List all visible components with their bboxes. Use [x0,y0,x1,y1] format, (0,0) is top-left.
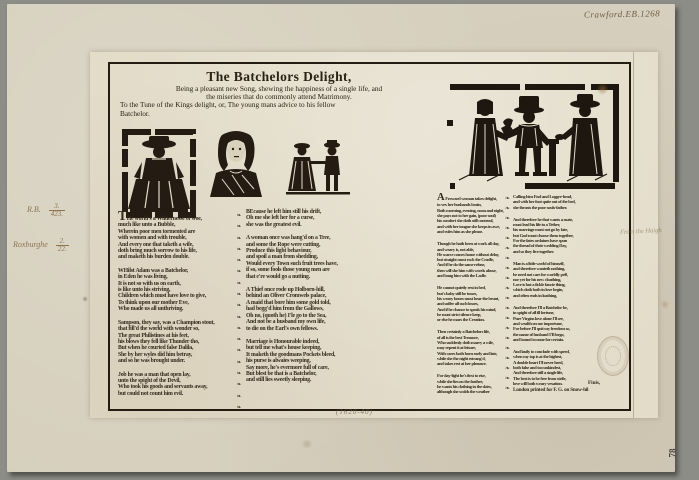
verse-line: his marriage must not go by fate, [513,227,568,233]
stanza [513,305,610,342]
provenance-note: From the Haigh [619,226,662,237]
stanza [246,339,349,384]
verse-line: A maid that bore him some gold told, [246,299,331,306]
woodcut-framed-man-icon [122,129,196,218]
date-annotation: (1620-40) [336,408,373,416]
printer-ornament-icon: ❧ [236,392,242,400]
stanza [513,261,610,298]
verse-line: he wants his clothing in the skies, [437,384,492,390]
verse-line: He scarce comes home without delay, [437,251,500,257]
printer-ornament-icon: ❧ [236,324,242,332]
verse-line: while she lies on the feather, [437,378,483,384]
verse-line: must lead his life in a Tether, [513,222,560,228]
fraction-numerator: 2. [56,238,69,246]
fraction-denominator: 423. [50,210,64,218]
woodcut-three-figures-hawk-icon [447,84,619,191]
stanza [118,372,232,398]
verse-line: much like unto a Bubble, [118,222,176,229]
verse-line: and spoil a man from shedding, [246,254,318,261]
verse-column-1 [118,208,232,397]
verse-line: And therefore he that wants a mate, [513,216,573,222]
verse-line: and some the Rope were cutting, [246,241,321,248]
verse-line: Would every Town such fruit trees have, [246,260,338,267]
verse-line: and so they live together. [513,248,554,254]
verse-line: And if he do the same refuse, [437,262,485,268]
verse-line: although she scolds the weather [437,389,490,395]
verse-line: she thrusts the poor souls-father. [513,204,567,210]
printer-ornament-icon: ❧ [236,403,242,411]
fraction-denominator: 22. [57,245,67,253]
verse-line: Pure Virgins love alone I'll see, [513,315,564,321]
verse-line: unto the spight of the Devil, [118,377,181,384]
verse-line: Oh no, (quoth he) I'le go to the Sea, [246,312,327,319]
stanza [246,235,349,280]
page-number: 78 [667,448,678,458]
foxing-stain [660,300,670,309]
verse-line: And not be a husband my own life, [246,319,326,326]
printer-ornament-icon: ❧ [236,279,242,287]
stanza [118,208,232,261]
verse-line: Wherein poor men tormented are [118,228,196,235]
verse-column-2 [246,209,349,421]
verse-line: Calling him Fool and Loggre-head, [513,194,572,199]
printer-ornament-icon: ❧ [504,355,511,362]
verse-line: and still lies sweetly sleeping. [246,377,312,384]
verse-line: love will both weary vexation. [513,380,563,386]
verse-line: Say more, he's evermore full of care, [246,364,329,371]
subtitle-line-2: the miseries that do commonly attend Matrimony. [206,92,352,102]
stanza [118,268,232,313]
verse-line: which doth both in love begin, [513,287,563,293]
verse-line: Love is but a fickle fancie thing, [513,282,566,288]
verse-line: and therefore wanteth nothing, [513,266,565,272]
verse-line: He cannot quietly rest in bed, [437,285,486,291]
verse-line: For day-light he's first to rise, [437,373,486,379]
printer-ornament-icon: ❧ [504,225,511,232]
printer-ornament-icon: ❧ [236,268,242,276]
foxing-stain [300,440,314,448]
printer-ornament-icon: ❧ [504,305,511,312]
verse-line: to vex her husbands brain, [437,202,482,208]
verse-line: And lastly to conclude with speed, [513,349,570,355]
verse-line: Man is a little world of himself, [513,260,565,266]
stanza [437,329,502,366]
printer-ornament-icon: ❧ [236,381,242,389]
title-block [118,69,440,118]
verse-line: may repent it at leisure, [437,345,476,351]
foxing-stain [596,83,609,95]
verse-line: It is not so with us on earth, [118,280,181,287]
catalogue-ref-1 [27,203,65,218]
verse-line: She by her wyles did him betray, [118,351,193,358]
printer-ornament-icon: ❧ [236,358,242,366]
verse-line: but straight must rock the Cradle, [437,257,494,263]
printer-ornament-icon: ❧ [504,245,511,252]
verse-line: his weary bones must bear the brunt, [437,295,499,301]
stanza [118,320,232,365]
ornament-column-right [503,196,512,392]
verse-line: he must strict silence keep, [437,311,482,317]
imprint-line: London printed for F. G. on Snow-hil [513,387,589,393]
verse-line: Marriage is Honourable indeed, [246,338,320,345]
verse-line: had begg'd him from the Gallows, [246,306,324,313]
verse-line: and takes rest at her pleasure. [437,361,487,367]
printer-ornament-icon: ❧ [504,325,511,332]
verse-line: With cares both born early and late, [437,350,498,356]
printer-ornament-icon: ❧ [504,275,511,282]
ballad-title: The Batchelors Delight, [206,69,352,84]
verse-line: in spight of all ill fortune, [513,310,555,316]
verse-line: then will she him with words abuse, [437,267,497,273]
verse-column-4 [513,194,610,386]
catalogue-ref-2-label: Roxburghe [13,240,48,250]
printer-ornament-icon: ❧ [504,255,511,262]
verse-line: when my top is at the highest, [513,354,563,360]
verse-line: THe world's a Wildernesse of woe, [118,208,202,223]
verse-line: and often ends in loathing, [513,292,557,298]
verse-line: with women and with trouble, [118,235,187,242]
verse-line: And every one that taketh a wife, [118,241,194,248]
verse-line: and suffer all such losses, [437,301,479,307]
verse-line: A Froward woman takes delight, [437,192,497,203]
verse-line: but could not count him evil. [118,390,184,397]
blind-stamp [597,336,629,376]
printer-ornament-icon: ❧ [504,335,511,342]
shelfmark-annotation: Crawford.EB.1268 [583,8,661,20]
verse-line: A Thief once rode up Holborn-hill, [246,287,325,294]
ornament-column-left [234,213,244,411]
stanza [246,209,349,228]
verse-line: WHilst Adam was a Batchelor, [118,267,189,274]
verse-line: To think upon our mother Eve, [118,299,189,306]
printer-ornament-icon: ❧ [504,195,511,202]
verse-line: but's baby still he tosses, [437,290,478,296]
stanza [437,373,502,394]
verse-line: is like unto his striving, [118,287,171,294]
printer-ornament-icon: ❧ [236,212,242,219]
verse-line: Though he hath been at work all day, [437,241,500,247]
verse-line: and maketh his burden double. [118,254,190,261]
stanza [246,287,349,332]
fraction-numerator: 3. [49,203,65,211]
verse-line: the thread of their wedding Day, [513,243,567,249]
stanza [513,217,610,254]
stanza [437,285,502,322]
printer-ornament-icon: ❧ [236,234,242,242]
verse-line: Who took his goods and servants away, [118,384,208,391]
verse-line: both false and too unkindest, [513,365,561,371]
printer-ornament-icon: ❧ [504,295,511,302]
verse-line: A double heart I'll never heed, [513,359,564,365]
verse-line: she pays not to her gain, (poor soul) [437,213,496,219]
stanza [437,241,502,278]
tune-line-2: Batchelor. [120,108,150,118]
verse-line: and so he was brought under. [118,358,185,365]
printer-ornament-icon: ❧ [504,215,511,222]
printer-ornament-icon: ❧ [236,245,242,253]
verse-line: to die on the Earl's own fellows. [246,325,318,332]
tune-line-1: To the Tune of the Kings delight, or, The young mans advice to his fellow [120,100,336,110]
printer-ornament-icon: ❧ [236,347,242,355]
finis-label: Finis, [588,380,601,386]
foxing-stain [82,296,88,302]
verse-line: And therefore I'll a Batchelor be, [513,305,568,311]
verse-column-3 [437,194,502,394]
printer-ornament-icon: ❧ [236,336,242,344]
verse-line: For the fates ordaines have spun [513,238,567,244]
verse-line: And if he chance to speak his mind, [437,306,496,312]
catalogue-ref-1-fraction [49,203,65,218]
verse-line: that fill'd the world with wonder so, [118,326,200,333]
stanza [513,194,610,210]
printer-ornament-icon: ❧ [504,285,511,292]
subtitle-line-1: Being a pleasant new Song, shewing the happiness of a single life, and [175,84,383,93]
printer-ornament-icon: ❧ [504,265,511,272]
printer-ornament-icon: ❧ [236,290,242,298]
verse-line: Sampson, they say, was a Champion stout, [118,319,215,326]
verse-line: behind an Oliver Cromwels palace, [246,293,327,300]
printer-ornament-icon: ❧ [236,302,242,310]
verse-line: his blows they fell like Thunder tho, [118,338,200,345]
printer-ornament-icon: ❧ [504,205,511,212]
verse-line: BEcause he left him still his drift, [246,209,322,215]
verse-line: But blest be that is a Batchelor, [246,370,317,377]
catalogue-ref-1-label: R.B. [27,205,41,215]
verse-line: and weary is, not able, [437,246,474,252]
verse-line: and bang him with the Ladle. [437,273,487,279]
verse-line: the name of husband I'll forgo, [513,331,565,337]
verse-line: Job he was a man that open lay, [118,371,191,378]
verse-line: but God must choose them together, [513,232,574,238]
printer-ornament-icon: ❧ [236,369,242,377]
verse-line: and with her tongue she keeps in awe, [437,223,500,229]
catalogue-ref-2-fraction [56,238,69,253]
verse-line: if so, some fools those young men are [246,267,330,274]
verse-line: and with her foot quite out of the bed, [513,199,576,205]
printer-ornament-icon: ❧ [236,223,242,231]
printer-ornament-icon: ❧ [236,313,242,321]
catalogue-ref-2 [13,238,69,253]
verse-line: and rules him as she please. [437,228,483,234]
verse-line: Produce this light behaviour, [246,248,312,255]
woodcut-bust-portrait-icon [204,127,268,201]
printer-ornament-icon: ❧ [504,315,511,322]
verse-line: his purse is alwaies weeping, [246,358,311,365]
printer-ornament-icon: ❧ [504,345,511,352]
verse-line: Who suddenly doth marry a wife, [437,339,494,345]
verse-line: while she the night estrang'd, [437,355,486,361]
verse-line: or else he mars the Creation. [437,317,485,323]
verse-line: his comfort she doth still controul, [437,218,494,224]
verse-line: but tell me what's house keeping, [246,345,322,352]
verse-line: that e're would go a nutting. [246,273,310,280]
verse-line: Both morning, evening, noon and night, [437,207,504,213]
printer-ornament-icon: ❧ [504,365,511,372]
printer-ornament-icon: ❧ [504,385,511,392]
verse-line: It maketh the goodmans Pockets bleed, [246,351,336,358]
verse-line: But when he courted false Dalila, [118,345,194,352]
verse-line: For before I'll quit my freedom so, [513,326,570,332]
verse-line: in Eden he was living, [118,274,168,281]
verse-line: A woman once was hang'd on a Tree, [246,235,331,242]
verse-line: of all is the best Treasure, [437,334,479,340]
woodcut-dancing-couple-icon [282,137,354,201]
verse-line: Who made us all unthriving. [118,306,184,313]
printer-ornament-icon: ❧ [504,235,511,242]
verse-line: Children which must have love to give, [118,293,207,300]
verse-line: The best is to be free from strife, [513,375,567,381]
verse-line: he need not care for worldly pelf, [513,271,568,277]
verse-line: nor yet for his new cloathing, [513,276,561,282]
verse-line: And therefore still a single life, [513,370,563,376]
verse-line: and wealth on me importune, [513,320,563,326]
printer-ornament-icon: ❧ [236,257,242,265]
printer-ornament-icon: ❧ [504,375,511,382]
verse-line: The great Philistines at his feet, [118,332,189,339]
verse-line: Oh me she left her for a curse, [246,215,315,222]
verse-line: Then certainly a Batchelors life, [437,329,490,335]
stanza [437,194,502,234]
verse-line: and bound to none for certain. [513,336,564,342]
verse-line: doth bring much sorrow to his life, [118,248,197,255]
verse-line: she was the greatest evil. [246,221,302,228]
